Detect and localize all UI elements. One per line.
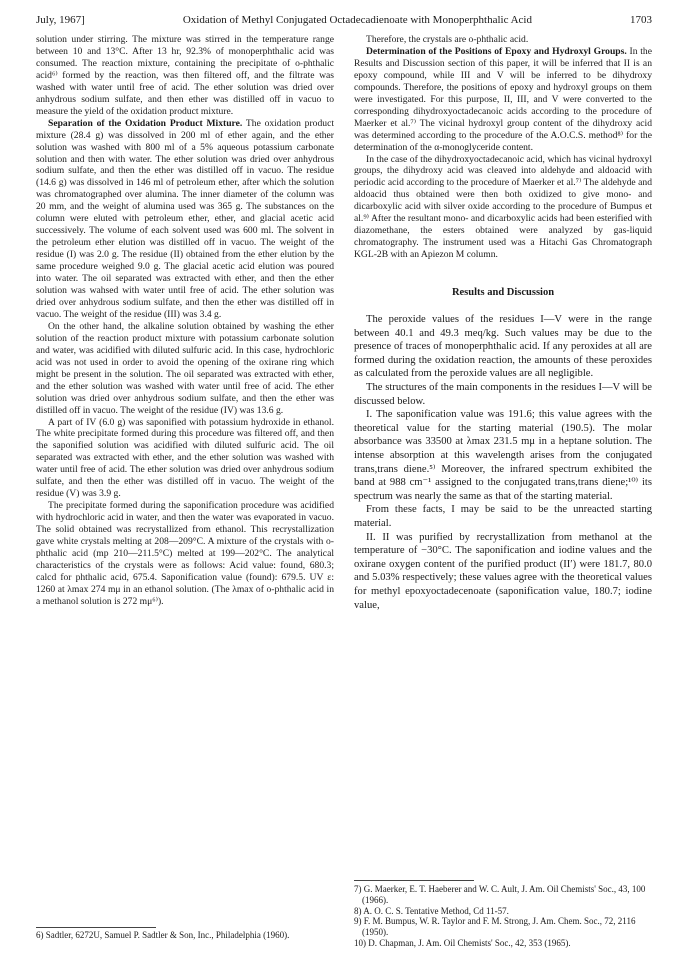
left-footnotes — [36, 930, 334, 941]
footnote-9: 9) F. M. Bumpus, W. R. Taylor and F. M. Strong, J. Am. Chem. Soc., 72, 2116 (1950). — [354, 916, 636, 938]
header-date: July, 1967] — [36, 14, 85, 26]
left-column — [36, 34, 334, 608]
page-number: 1703 — [630, 14, 652, 26]
results-paragraph-2: The structures of the main components in the residues I—V will be discussed below. — [354, 382, 652, 407]
right-footnotes — [354, 884, 652, 949]
footnote-8: 8) A. O. C. S. Tentative Method, Cd 11-57. — [354, 905, 509, 916]
left-paragraph-4: A part of IV (6.0 g) was saponified with potassium hydroxide in ethanol. The white precipitate formed during this procedure was filtered off, and then the saponified solution was acidified with diluted sulfuric acid. The oil separated was extracted with ether, and the ether solution was washed with water until free of acid. The ether solution was dried over anhydrous sodium sulfate, and then the ether was distilled off in vacuo. The weight of the residue (V) was 3.9 g. — [36, 416, 334, 500]
right-footnote-rule — [354, 880, 474, 881]
footnote-10: 10) D. Chapman, J. Am. Oil Chemists' Soc., 42, 353 (1965). — [354, 937, 571, 948]
left-paragraph-3: On the other hand, the alkaline solution obtained by washing the ether solution of the reaction product mixture with potassium carbonate solution and water, was acidified with diluted sulfuric acid. In this case, hydrochloric acid was not used in order to avoid the opening of the oxirane ring which might be present in the solution. The oil separated was extracted with ether, and the ether solution was washed with water until free of acid. The ether solution was dried over anhydrous sodium sulfate, and then the ether was distilled off in vacuo. The weight of the residue (IV) was 13.6 g. — [36, 320, 334, 416]
left-paragraph-1: solution under stirring. The mixture was stirred in the temperature range between 10 and 13°C. After 13 hr, 92.3% of monoperphthalic acid was consumed. The reaction mixture, containing the precipitate of o-phthalic acid⁶⁾ formed by the reaction, was then filtered off, and the filtrate was washed with water until free of acid. The ether solution was dried over anhydrous sodium sulfate, and then ether was distilled off in vacuo to measure the yield of the oxidation product mixture. — [36, 34, 334, 117]
determination-paragraph — [354, 46, 652, 154]
results-text — [354, 313, 652, 612]
results-paragraph-5: II. II was purified by recrystallization from methanol at the temperature of −30°C. The saponification and iodine values and the oxirane oxygen content of the purified product (II′) were 181.7, 80.0 and 5.03% respectively; these values agree with the theoretical values for methyl epoxyoctadecenoate (saponification value, 180.7; iodine value, — [354, 531, 652, 611]
determination-text: In the Results and Discussion section of this paper, it will be inferred that II is an epoxy compound, while III and V will be inferred to be dihydroxy compounds. Therefore, the positions of epoxy and hydroxyl groups on them were investigated. For this purpose, II, III, and V were converted to the corresponding dihydroxyoctadecanoic acids according to the procedure of Maerker et al.⁷⁾ The vicinal hydroxyl group content of the dihydroxy acid was determined according to the procedure of the A.O.C.S. method⁸⁾ for the determination of the α-monoglyceride content. — [354, 45, 652, 153]
results-paragraph-4: From these facts, I may be said to be the unreacted starting material. — [354, 504, 652, 529]
results-heading: Results and Discussion — [451, 287, 555, 299]
left-paragraph-5: The precipitate formed during the saponification procedure was acidified with hydrochloric acid in water, and then the water was evaporated in vacuo. The solid obtained was recrystallized from ethanol. This recrystallization gave white crystals melting at 208—209°C. A mixture of the crystals with o-phthalic acid (mp 210—211.5°C) melted at 199—202°C. The analytical characteristics of the crystals were as follows: Acid value: found, 680.3; calcd for phthalic acid, 675.4. Saponification value (found): 679.5. UV ε: 1260 at λmax 274 mμ in an ethanol solution. (The λmax of o-phthalic acid in a methanol solution is 272 mμ⁶⁾). — [36, 500, 334, 607]
separation-heading: Separation of the Oxidation Product Mixture. — [48, 117, 243, 129]
separation-paragraph — [36, 118, 334, 321]
determination-heading: Determination of the Positions of Epoxy and Hydroxyl Groups. — [366, 45, 627, 57]
separation-text: The oxidation product mixture (28.4 g) was dissolved in 200 ml of ether again, and the ether solution was washed with 800 ml of a 5% aqueous potassium carbonate solution and then with water. The ether solution was dried over anhydrous sodium sulfate, and then the ether was distilled off in vacuo. The residue (14.6 g) was dissolved in 146 ml of petroleum ether, after which the solution was chromatographed over alumina. The inner diameter of the column was 20 mm, and the weight of alumina used was 365 g. The substances on the column were eluted with petroleum ether, ether, and glacial acetic acid successively. The volume of each solvent used was 600 ml. The solvent in the petroleum ether elution was distilled off in vacuo. The weight of the residue (I) was 2.0 g. The residue (II) obtained from the ether elution by the same procedure weighed 9.0 g. The glacial acetic acid elution was poured into water. The oil separated was extracted with ether, and then the ether solution was wahsed with water until free of acid. The ether solution was dried over anhydrous sodium sulfate, and then the ether was distilled off in vacuo. The weight of the residue (III) was 3.4 g. — [36, 117, 334, 320]
header-title: Oxidation of Methyl Conjugated Octadecadienoate with Monoperphthalic Acid — [182, 14, 532, 26]
results-paragraph-3: I. The saponification value was 191.6; this value agrees with the theoretical value for the starting material (190.5). The molar absorbance was 33500 at λmax 231.5 mμ in a heptane solution. The intense absorption at this wavelength arises from the conjugated trans,trans diene.⁵⁾ Moreover, the infrared spectrum exhibited the band at 988 cm⁻¹ assigned to the conjugated trans,trans diene;¹⁰⁾ its spectrum was nearly the same as that of the starting material. — [354, 409, 652, 502]
page-header — [36, 14, 652, 32]
right-paragraph-1: Therefore, the crystals are o-phthalic acid. — [366, 34, 529, 45]
left-footnote-rule — [36, 927, 156, 928]
results-paragraph-1: The peroxide values of the residues I—V were in the range between 40.1 and 49.3 meq/kg. Such values may be due to the presence of traces of monoperphthalic acid. If any peroxides at all are formed during the oxidation reaction, the amounts of these peroxides as calculated from the peroxide values are all negligible. — [354, 314, 652, 380]
footnote-7: 7) G. Maerker, E. T. Haeberer and W. C. Ault, J. Am. Oil Chemists' Soc., 43, 100 (1966). — [354, 884, 646, 905]
footnote-6: 6) Sadtler, 6272U, Samuel P. Sadtler & Son, Inc., Philadelphia (1960). — [36, 930, 290, 940]
right-paragraph-3: In the case of the dihydroxyoctadecanoic acid, which has vicinal hydroxyl groups, the dihydroxy acid was cleaved into aldehyde and aldoacid with periodic acid according to the procedure of Maerker et al.⁷⁾ The aldehyde and aldoacid thus obtained were then both oxidized to give mono- and dicarboxylic acid with silver oxide according to the procedure of Bumpus et al.⁹⁾ After the resultant mono- and dicarboxylic acids had been esterified with diazomethane, the esters obtained were analyzed by gas-liquid chromatography. The instrument used was a Hitachi Gas Chromatograph KGL-2B with an Apiezon M column. — [354, 153, 652, 261]
right-column — [354, 34, 652, 612]
